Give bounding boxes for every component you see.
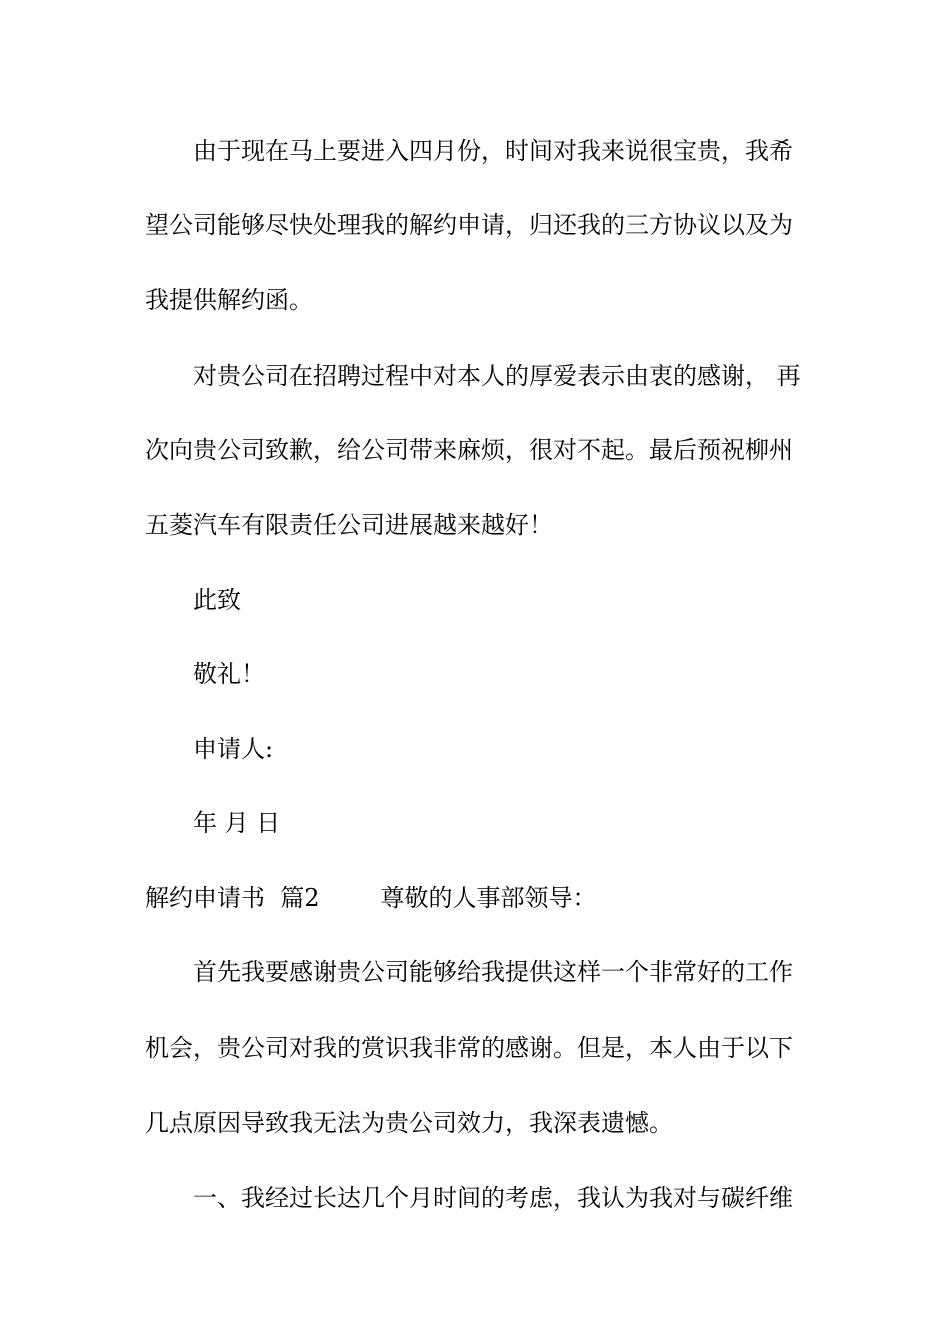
date-label: 年 月 日 — [193, 809, 281, 837]
closing-regards: 敬礼！ — [193, 660, 265, 688]
paragraph-line: 望公司能够尽快处理我的解约申请，归还我的三方协议以及为 — [145, 211, 793, 239]
paragraph-line: 由于现在马上要进入四月份，时间对我来说很宝贵，我希 — [193, 137, 793, 165]
closing-salutation: 此致 — [193, 586, 241, 614]
paragraph-line: 机会，贵公司对我的赏识我非常的感谢。但是，本人由于以下 — [145, 1034, 793, 1062]
paragraph-line: 次向贵公司致歉，给公司带来麻烦，很对不起。最后预祝柳州 — [145, 436, 793, 464]
paragraph-line: 一、我经过长达几个月时间的考虑，我认为我对与碳纤维 — [193, 1184, 793, 1212]
section-heading: 解约申请书 篇2 尊敬的人事部领导： — [145, 884, 597, 912]
paragraph-line: 五菱汽车有限责任公司进展越来越好！ — [145, 511, 553, 539]
paragraph-line: 几点原因导致我无法为贵公司效力，我深表遗憾。 — [145, 1109, 673, 1137]
paragraph-line: 首先我要感谢贵公司能够给我提供这样一个非常好的工作 — [193, 958, 793, 986]
paragraph-line: 对贵公司在招聘过程中对本人的厚爱表示由衷的感谢， 再 — [193, 362, 801, 390]
paragraph-line: 我提供解约函。 — [145, 286, 313, 314]
applicant-label: 申请人: — [193, 735, 274, 763]
